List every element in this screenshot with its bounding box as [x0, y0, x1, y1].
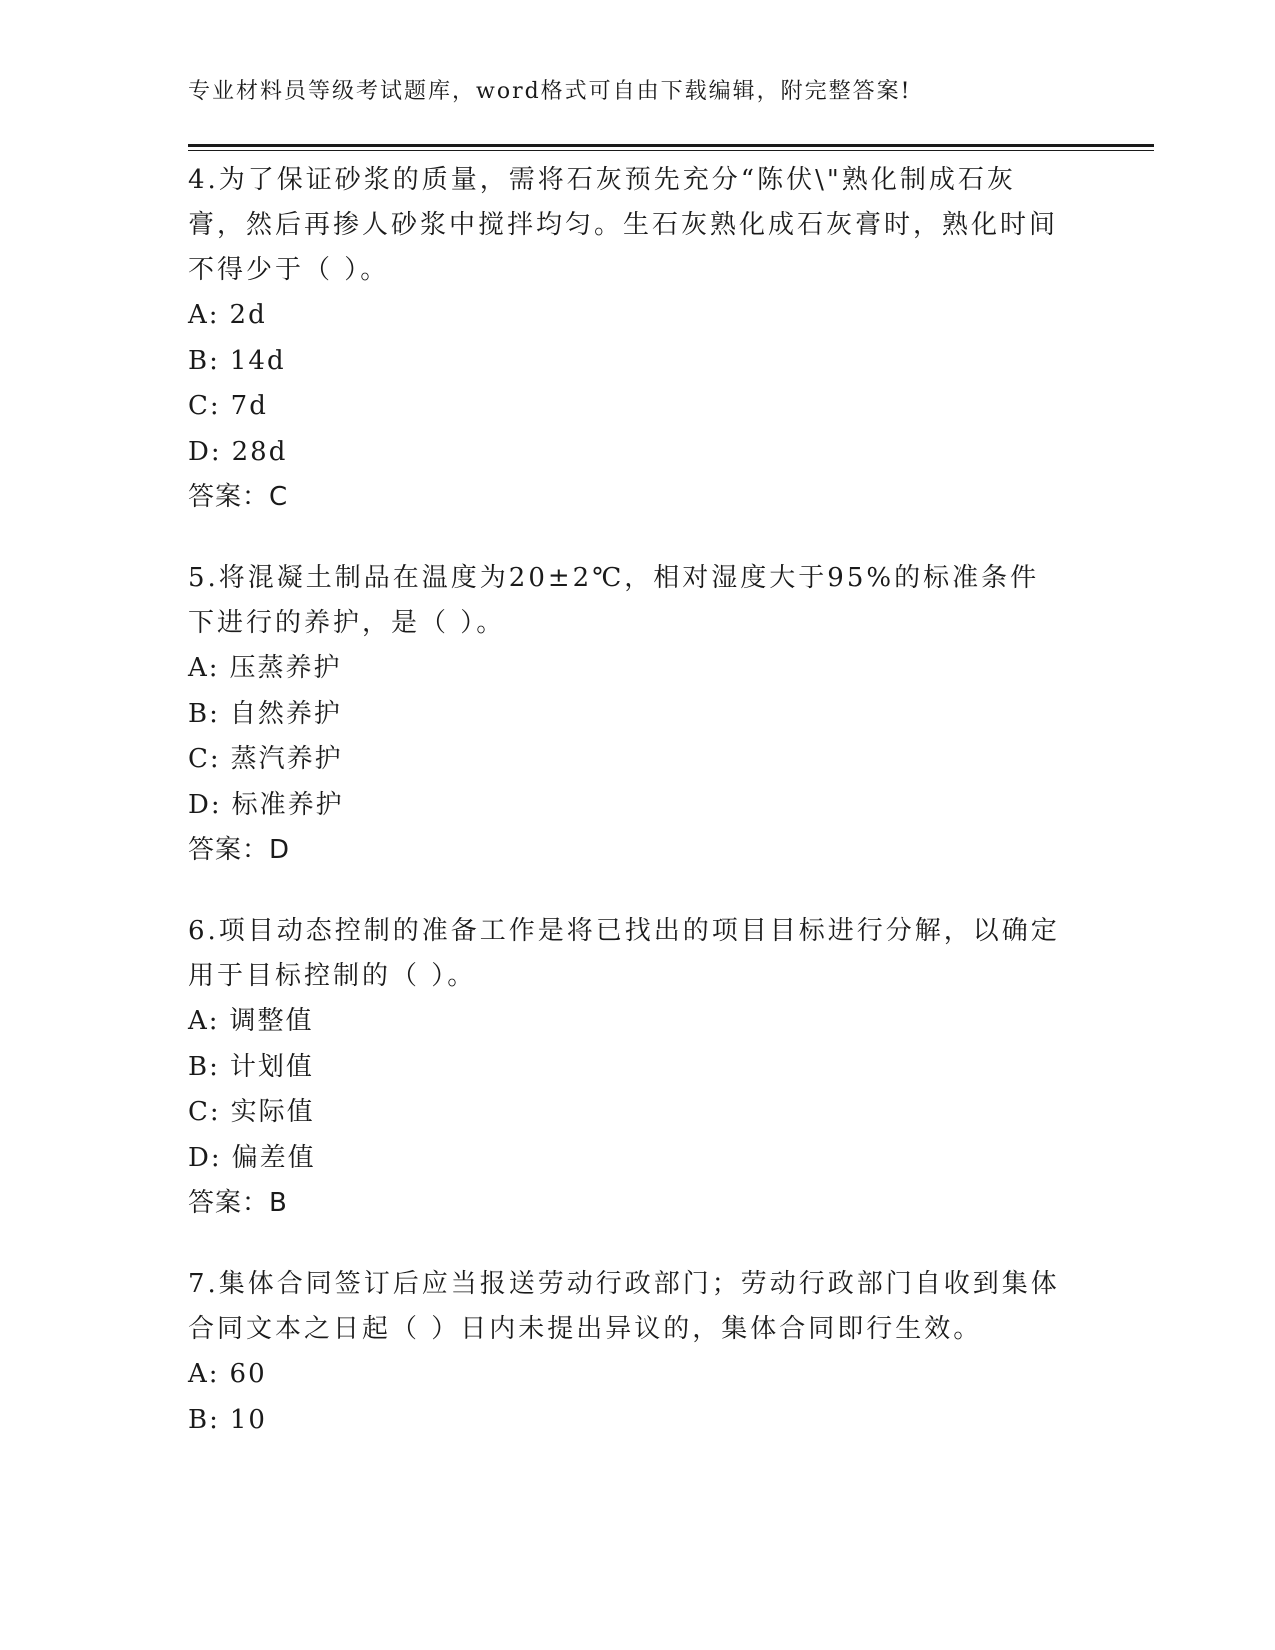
- option-key: D:: [188, 1142, 222, 1173]
- question-text: 6.项目动态控制的准备工作是将已找出的项目目标进行分解，以确定用于目标控制的（ ）。: [188, 916, 1060, 991]
- option-value: 标准养护: [231, 789, 344, 820]
- option-c: [188, 1090, 1068, 1136]
- question-4: [188, 158, 1068, 520]
- option-value: 计划值: [229, 1051, 314, 1082]
- option-b: [188, 339, 1068, 385]
- option-a: [188, 1352, 1068, 1398]
- option-key: C:: [188, 391, 221, 421]
- answer-line: 答案：C: [188, 482, 289, 512]
- option-value: 14d: [229, 345, 286, 376]
- option-value: 调整值: [229, 1006, 314, 1036]
- option-key: B:: [188, 1051, 220, 1082]
- option-d: [188, 430, 1068, 476]
- question-7: [188, 1262, 1068, 1443]
- question-text: 7.集体合同签订后应当报送劳动行政部门；劳动行政部门自收到集体合同文本之日起（ ）日内未提出异议的，集体合同即行生效。: [188, 1269, 1060, 1344]
- option-key: A:: [188, 1006, 220, 1036]
- option-key: C:: [188, 1097, 221, 1127]
- option-key: A:: [188, 300, 220, 330]
- answer-line: 答案：B: [188, 1188, 288, 1218]
- option-key: B:: [188, 698, 220, 729]
- option-value: 蒸汽养护: [230, 744, 343, 774]
- option-key: A:: [188, 1359, 220, 1389]
- option-key: B:: [188, 345, 220, 376]
- option-c: [188, 384, 1068, 430]
- page-header: 专业材料员等级考试题库，word格式可自由下载编辑，附完整答案!: [188, 79, 912, 104]
- option-value: 60: [229, 1359, 267, 1389]
- option-key: D:: [188, 789, 222, 820]
- option-value: 7d: [230, 391, 268, 421]
- question-text: 4.为了保证砂浆的质量，需将石灰预先充分“陈伏\"熟化制成石灰膏，然后再掺人砂浆中搅拌均匀。生石灰熟化成石灰膏时，熟化时间不得少于（ ）。: [188, 165, 1059, 285]
- header-rule-thin: [188, 150, 1154, 151]
- option-b: [188, 1398, 1068, 1444]
- option-b: [188, 1045, 1068, 1091]
- option-value: 2d: [229, 300, 267, 330]
- option-key: C:: [188, 744, 221, 774]
- option-a: [188, 999, 1068, 1045]
- option-a: [188, 293, 1068, 339]
- option-d: [188, 1136, 1068, 1182]
- answer-line: 答案：D: [188, 835, 291, 865]
- question-text: 5.将混凝土制品在温度为20±2℃，相对湿度大于95%的标准条件下进行的养护，是（ ）。: [188, 563, 1040, 638]
- option-d: [188, 783, 1068, 829]
- option-value: 自然养护: [229, 698, 342, 729]
- option-value: 10: [229, 1404, 267, 1435]
- question-6: [188, 909, 1068, 1226]
- option-value: 实际值: [230, 1097, 315, 1127]
- question-list: [188, 158, 1068, 1479]
- option-c: [188, 737, 1068, 783]
- option-key: D:: [188, 436, 222, 467]
- option-value: 压蒸养护: [229, 653, 342, 683]
- option-value: 偏差值: [231, 1142, 316, 1173]
- option-key: B:: [188, 1404, 220, 1435]
- header-rule-thick: [188, 144, 1154, 147]
- option-value: 28d: [231, 436, 288, 467]
- question-5: [188, 556, 1068, 873]
- option-a: [188, 646, 1068, 692]
- option-b: [188, 692, 1068, 738]
- option-key: A:: [188, 653, 220, 683]
